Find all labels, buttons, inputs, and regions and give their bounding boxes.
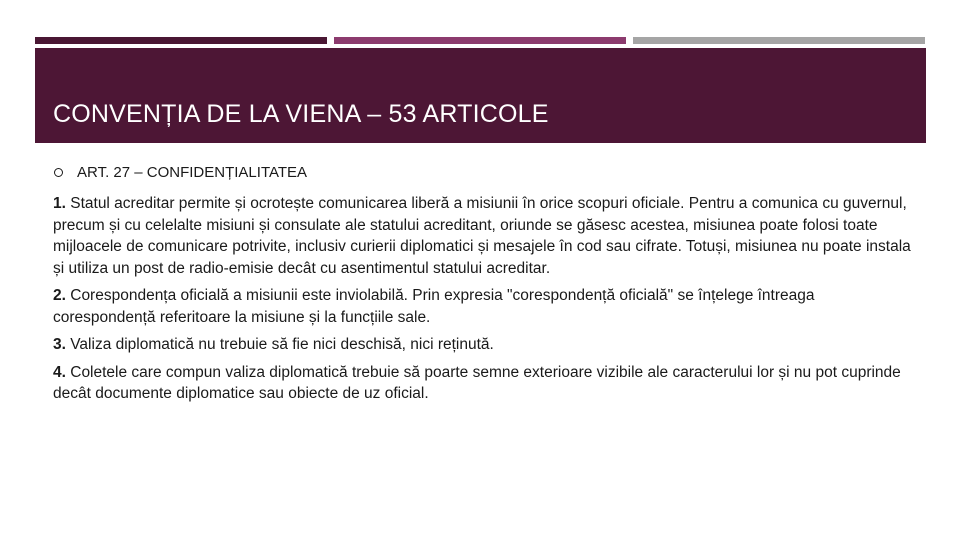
accent-bar-dark bbox=[35, 37, 327, 44]
accent-bar-gray bbox=[633, 37, 925, 44]
paragraph-text: Coletele care compun valiza diplomatică trebuie să poarte semne exterioare vizibile ale caracterului lor și nu pot cuprinde decât documente diplomatice sau obiecte de uz oficial. bbox=[53, 363, 901, 402]
slide-title: CONVENȚIA DE LA VIENA – 53 ARTICOLE bbox=[53, 100, 549, 128]
bullet-ring-icon bbox=[54, 168, 63, 177]
paragraph-2 bbox=[53, 285, 913, 328]
paragraph-number: 1. bbox=[53, 195, 66, 212]
paragraph-text: Valiza diplomatică nu trebuie să fie nici deschisă, nici reținută. bbox=[65, 336, 494, 353]
paragraph-number: 4. bbox=[53, 363, 66, 381]
article-heading: ART. 27 – CONFIDENȚIALITATEA bbox=[77, 164, 308, 181]
paragraph-text: Statul acreditar permite și ocrotește comunicarea liberă a misiunii în orice scopuri oficiale. Pentru a comunica cu guvernul, precum și cu celelalte misiuni și consulate ale statului acreditant, oriunde se găsesc acestea, misiunea poate folosi toate mijloacele de comunicare potrivite, inclusiv curierii diplomatici și mesajele în cod sau cifrate. Totuși, misiunea nu poate instala și utiliza un post de radio-emisie decât cu asentimentul statului acreditar. bbox=[53, 195, 911, 277]
accent-bar-purple bbox=[334, 37, 626, 44]
article-bullet bbox=[53, 163, 913, 183]
paragraph-3 bbox=[53, 334, 913, 356]
paragraph-4 bbox=[53, 362, 913, 405]
slide-content bbox=[53, 163, 913, 411]
paragraph-number: 3. bbox=[53, 336, 66, 353]
paragraph-1 bbox=[53, 193, 913, 279]
paragraph-text: Corespondența oficială a misiunii este inviolabilă. Prin expresia "corespondență oficială" se înțelege întreaga corespondență referitoare la misiune și la funcțiile sale. bbox=[53, 287, 815, 326]
paragraph-number: 2. bbox=[53, 287, 66, 304]
title-banner bbox=[35, 48, 926, 143]
